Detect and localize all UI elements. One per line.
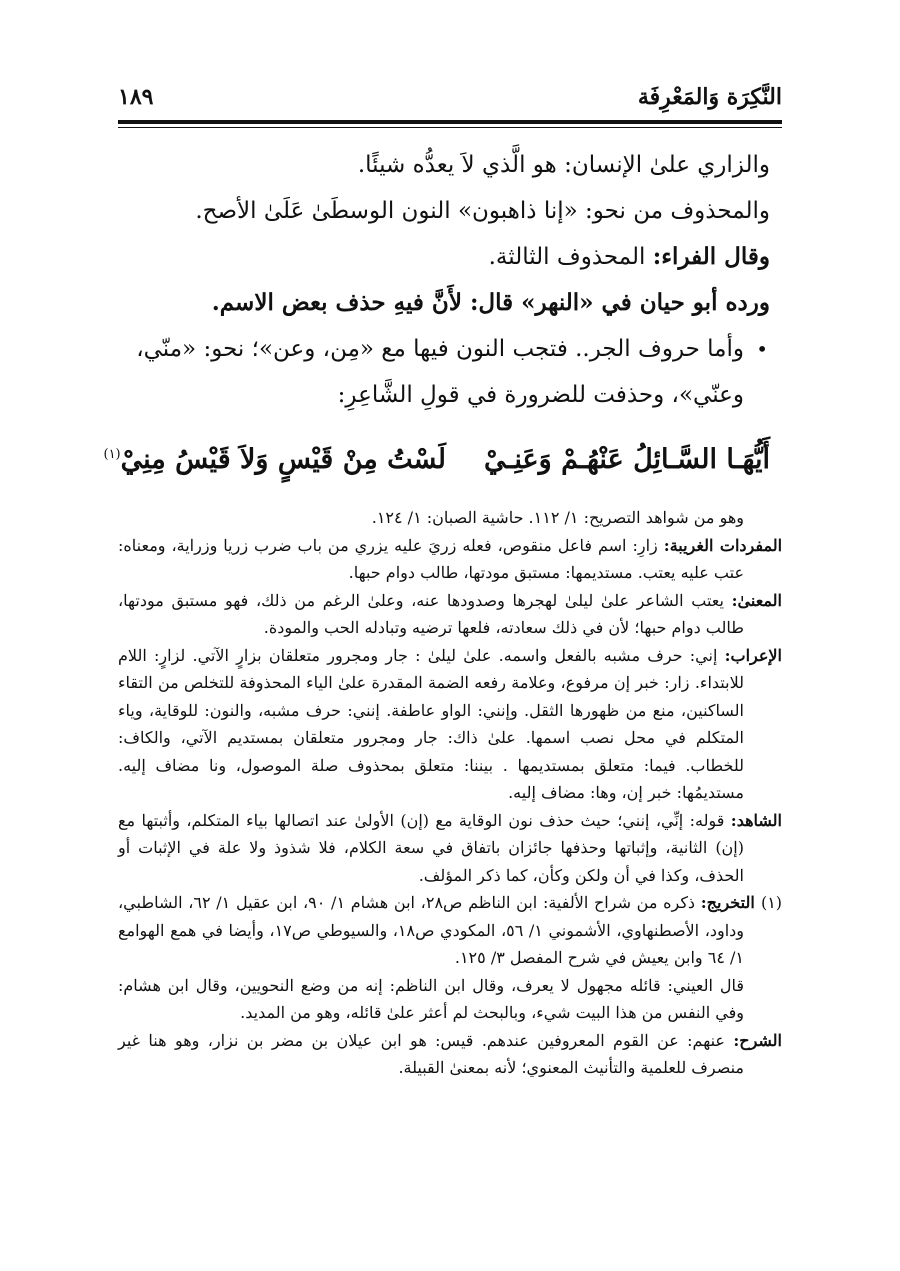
verse-first-hemistich: أَيُّهَـا السَّـائِلُ عَنْهُـمْ وَعَنِـيْ	[483, 444, 770, 475]
footnote-ref: (١)	[103, 447, 121, 462]
note-aini: قال العيني: قائله مجهول لا يعرف، وقال ابن الناظم: إنه من وضع النحويين، وقال ابن هشام: وفي النفس من هذا البيت شيء، وبالبحث لم أعثر علىٰ قائله، وهو من المديد.	[118, 975, 744, 1022]
main-line-3	[118, 234, 770, 280]
note-parsing-text: إني: حرف مشبه بالفعل واسمه. علىٰ ليلىٰ : جار ومجرور متعلقان بزارٍ الآتي. لزارٍ: اللام للابتداء. زار: خبر إن مرفوع، وعلامة رفعه الضمة المقدرة علىٰ الياء المحذوفة للتخلص من التقاء الساكنين، منع من ظهورها الثقل. وإنني: الواو عاطفة. إنني: حرف مشبه، والنون: للوقاية، وياء المتكلم في محل نصب اسمها. علىٰ ذاك: جار ومجرور متعلقان بمستديم الآتي، والكاف: للخطاب. فيما: متعلق بمستديمها . بيننا: متعلق بمحذوف صلة الموصول، ونا مضاف إليه. مستديمُها: خبر إن، وها: مضاف إليه.	[118, 645, 744, 802]
note-meaning-text: يعتب الشاعر علىٰ ليلىٰ لهجرها وصدودها عنه، وعلىٰ الرغم من ذلك، فهو مستبق مودتها، طالب دوام حبها؛ لأن في ذلك سعادته، فلعها ترضيه وتبادله الحب والمودة.	[118, 590, 744, 637]
main-line-4-bold: أبو حيان	[631, 289, 726, 316]
note-takhrij-number: (١)	[760, 893, 783, 912]
footnotes	[118, 504, 782, 1082]
main-line-4-a: ورده	[725, 289, 770, 316]
note-meaning	[118, 587, 782, 642]
poetry-verse	[103, 432, 770, 483]
note-vocabulary-text: زارِ: اسم فاعل منقوص، فعله زريَ عليه يزري من باب ضرب زريا وزراية، ومعناه: عتب عليه يعتب. مستديمها: مستبق مودتها، طالب دوام حبها.	[118, 535, 744, 582]
main-line-4	[118, 280, 770, 326]
page-header	[118, 78, 782, 118]
note-vocabulary	[118, 532, 782, 587]
note-evidence	[118, 807, 782, 890]
bullet-marker: •	[756, 337, 768, 361]
note-takhrij-text: ذكره من شراح الألفية: ابن الناظم ص٢٨، ابن هشام ١/ ٩٠، ابن عقيل ١/ ٦٢، الشاطبي، وداود، الأصطنهاوي، الأشموني ١/ ٥٦، المكودي ص١٨، والسيوطي ص١٧، وأيضا في همع الهوامع ١/ ٦٤ وابن يعيش في شرح المفصل ٣/ ١٢٥.	[118, 893, 744, 967]
main-text	[103, 142, 770, 483]
header-rule-thin	[118, 127, 782, 128]
note-parsing-label: الإعراب:	[724, 645, 782, 665]
note-evidence-label: الشاهد:	[730, 810, 782, 830]
verse-second-hemistich: لَسْتُ مِنْ قَيْسٍ وَلاَ قَيْسُ مِنِيْ	[120, 444, 446, 475]
bullet-paragraph	[118, 326, 770, 418]
main-line-1: والزاري علىٰ الإنسان: هو الَّذي لاَ يعدُّه شيئًا.	[357, 152, 770, 178]
note-vocabulary-label: المفردات الغريبة:	[663, 535, 783, 555]
main-line-4-rest: في «النهر» قال: لأَنَّ فيهِ حذف بعض الاسم.	[211, 289, 632, 316]
header-rule-thick	[118, 120, 782, 124]
bullet-text: وأما حروف الجر.. فتجب النون فيها مع «مِن، وعن»؛ نحو: «منّي، وعنّي»، وحذفت للضرورة في قولِ الشَّاعِرِ:	[136, 336, 744, 408]
note-evidence-text: قوله: إنِّي، إنني؛ حيث حذف نون الوقاية مع (إن) الأولىٰ عند اتصالها بياء المتكلم، وأثبتها مع (إن) الثانية، وإثباتها وحذفها جائزان باتفاق في سعة الكلام، فلا شذوذ ولا علة في الإثبات أو الحذف، وكذا في أن ولكن وكأن، كما ذكر المؤلف.	[118, 810, 744, 885]
note-explanation-text: عنهم: عن القوم المعروفين عندهم. قيس: هو ابن عيلان بن مضر بن نزار، وهو هنا غير منصرف للعلمية والتأنيث المعنوي؛ لأنه بمعنىٰ القبيلة.	[118, 1030, 744, 1077]
note-takhrij-label: التخريج:	[700, 893, 761, 912]
note-sources: وهو من شواهد التصريح: ١/ ١١٢. حاشية الصبان: ١/ ١٢٤.	[371, 508, 744, 527]
note-parsing	[118, 642, 782, 807]
main-line-2: والمحذوف من نحو: «إنا ذاهبون» النون الوسطَىٰ عَلَىٰ الأصح.	[195, 198, 770, 224]
main-line-3-rest: المحذوف الثالثة.	[488, 244, 653, 270]
note-explanation-label: الشرح:	[733, 1030, 782, 1050]
main-line-3-bold: وقال الفراء:	[652, 243, 770, 270]
note-explanation	[118, 1027, 782, 1082]
page-number: ١٨٩	[118, 84, 154, 110]
note-meaning-label: المعنىٰ:	[731, 590, 782, 610]
note-takhrij	[118, 889, 782, 972]
running-title: النَّكِرَة وَالمَعْرِفَة	[637, 84, 782, 110]
